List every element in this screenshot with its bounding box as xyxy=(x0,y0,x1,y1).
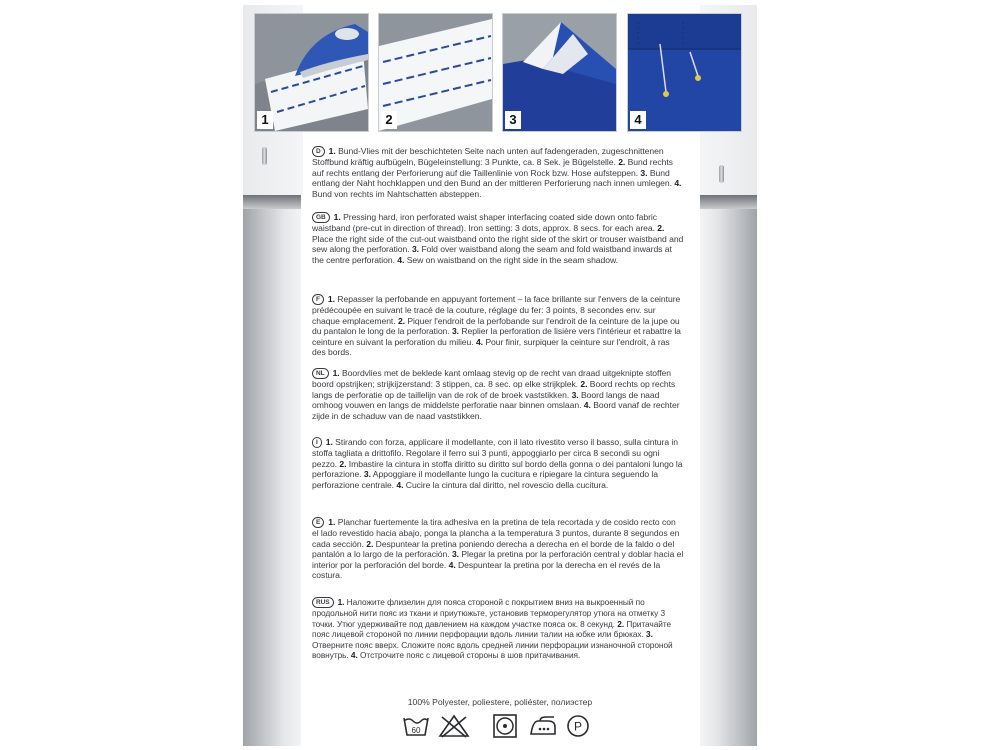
left-slot xyxy=(262,147,267,165)
figure-number: 1 xyxy=(257,111,273,129)
language-badge: E xyxy=(312,517,324,528)
section-dutch: NL 1. Boordvlies met de beklede kant omlaag stevig op de recht van draad uitgeknipte stoffen boord opstrijken; strijkijzerstand: 3 stippen, ca. 8 sec. op elke strijkplek. 2. Boord rechts op rechts langs de perforatie op de taillelijn van de rok of de broek vaststikken. 3. Boord langs de naad omhoog vouwen en langs de middelste perforatie naar binnen omslaan. 4. Boord vanaf de rechter zijde in de schaduw van de naad vaststikken. xyxy=(312,368,680,421)
section-german: D 1. Bund-Vlies mit der beschichteten Seite nach unten auf fadengeraden, zugeschnittenen Stoffbund kräftig aufbügeln, Bügeleinstellung: 3 Punkte, ca. 8 Sek. je Bügelstelle. 2. Bund rechts auf rechts entlang der Perforierung auf die Taillenlinie von Rock bzw. Hose aufsteppen. 3. Bund entlang der Naht hochklappen und den Bund an der mittleren Perforierung nach innen umlegen. 4. Bund von rechts im Nahtschatten absteppen. xyxy=(312,146,682,199)
section-italian: I 1. Stirando con forza, applicare il modellante, con il lato rivestito verso il basso, sulla cintura in stoffa tagliata a drittofilo. Regolare il ferro sui 3 punti, appoggiarlo per circa 8 secondi su ogni pezzo. 2. Imbastire la cintura in stoffa diritto su diritto sul bordo della gonna o dei pantaloni lungo la perforazione. 3. Appoggiare il modellante lungo la cucitura e ripiegare la cintura seguendo la perforazione centrale. 4. Cucire la cintura dal diritto, nel rovescio della cucitura. xyxy=(312,437,683,490)
figure-4 xyxy=(627,13,742,132)
figure-number: 4 xyxy=(630,111,646,129)
figure-3 xyxy=(502,13,617,132)
svg-text:60: 60 xyxy=(411,726,421,735)
language-badge: F xyxy=(312,294,324,305)
section-english: GB 1. Pressing hard, iron perforated waist shaper interfacing coated side down onto fabric waistband (pre-cut in direction of thread). Iron setting: 3 dots, approx. 8 secs. for each area. 2. Place the right side of the cut-out waistband onto the right side of the skirt or trouser waistband and sew along the perforation. 3. Fold over waistband along the seam and fold waistband inwards at the centre perforation. 4. Sew on waistband on the right side in the seam shadow. xyxy=(312,212,684,265)
language-badge: I xyxy=(312,437,322,448)
no-bleach-icon xyxy=(438,713,470,739)
language-badge: D xyxy=(312,146,325,157)
section-spanish: E 1. Planchar fuertemente la tira adhesiva en la pretina de tela recortada y de cosido recto con el lado revestido hacia abajo, ponga la plancha a la temperatura 3 puntos, durante 8 segundos en cada sección. 2. Despuntear la pretina poniendo derecha a derecha en el borde de la faldo o del pantalón a lo largo de la perforación. 3. Plegar la pretina por la perforación central y doblar hacia el interior por la perforación del borde. 4. Despuntear la pretina por la derecha en el revés de la costura. xyxy=(312,517,684,581)
dry-clean-p-icon xyxy=(565,713,591,739)
language-badge: GB xyxy=(312,212,330,223)
packaging-right-rail xyxy=(700,195,757,746)
figure-1 xyxy=(254,13,369,132)
tumble-dry-icon xyxy=(492,713,518,739)
iron-icon xyxy=(528,713,558,739)
language-badge: NL xyxy=(312,368,329,379)
section-russian: RUS 1. Наложите флизелин для пояса стороной с покрытием вниз на выкроенный по продольной нити пояс из ткани и приутюжьте, установив терморегулятор утюга на отметку 3 точки. Утюг удерживайте под давлением на каждом участке пояса ок. 8 секунд. 2. Притачайте пояс лицевой стороной по линии перфорации вдоль линии талии на юбке или брюках. 3. Отверните пояс вверх. Сложите пояс вдоль средней линии перфорации изнаночной стороной вовнутрь. 4. Отстрочите пояс с лицевой стороны в шов притачивания. xyxy=(312,597,673,661)
packaging-left-rail xyxy=(243,195,301,746)
material-composition: 100% Polyester, poliestere, poliéster, полиэстер xyxy=(407,697,593,707)
figure-number: 3 xyxy=(505,111,521,129)
wash-60-icon xyxy=(402,713,430,739)
language-badge: RUS xyxy=(312,597,334,608)
right-slot xyxy=(719,165,724,183)
figure-2 xyxy=(378,13,493,132)
section-french: F 1. Repasser la perfobande en appuyant fortement – la face brillante sur l'envers de la ceinture prédécoupée en suivant le tracé de la couture, réglage du fer: 3 points, 8 secondes env. sur chaque emplacement. 2. Piquer l'endroit de la perfobande sur l'endroit de la ceinture de la jupe ou du pantalon le long de la perforation. 3. Replier la perforation de lisière vers l'intérieur et rabattre la ceinture en suivant la perforation du milieu. 4. Pour finir, surpiquer la ceinture sur l'endroit, à ras des bords. xyxy=(312,294,681,358)
svg-text:P: P xyxy=(573,719,583,734)
figure-number: 2 xyxy=(381,111,397,129)
